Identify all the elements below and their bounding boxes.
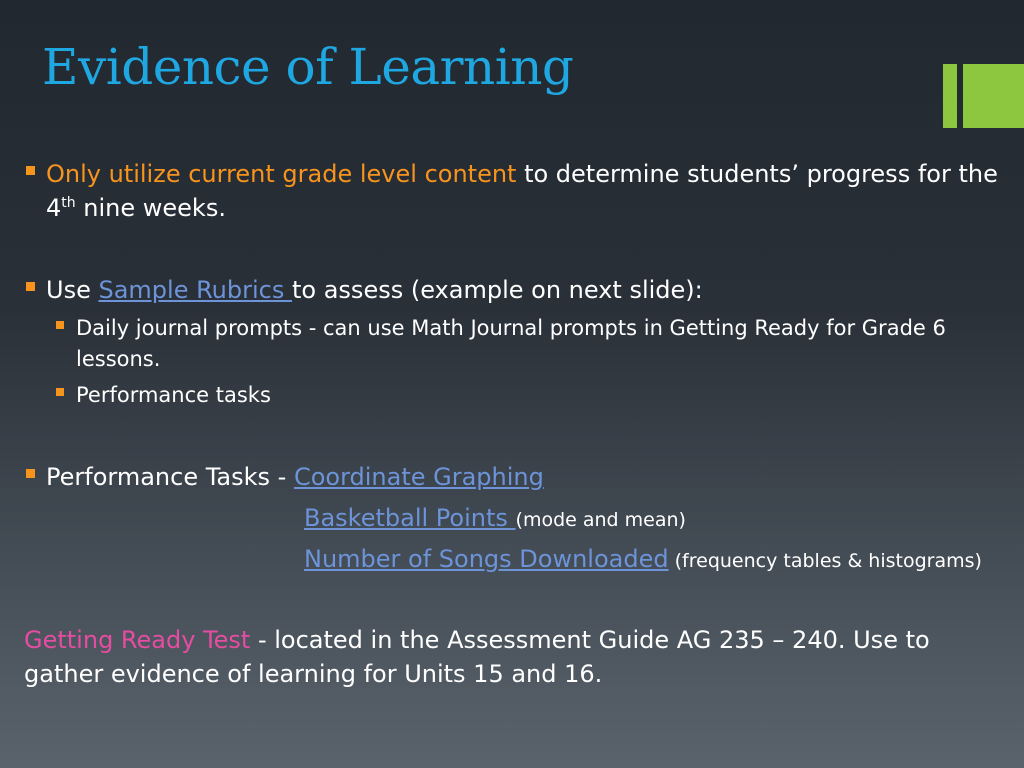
getting-ready-test-highlight: Getting Ready Test xyxy=(24,626,251,654)
sub-bullet-performance-tasks xyxy=(56,380,271,411)
getting-ready-line2: gather evidence of learning for Units 15 and 16. xyxy=(24,660,603,688)
slide-title: Evidence of Learning xyxy=(42,38,574,96)
bullet-sample-rubrics xyxy=(26,273,703,307)
bullet1-line2: nine weeks. xyxy=(75,194,226,222)
bullet2-post: to assess (example on next slide): xyxy=(292,276,703,304)
getting-ready-line1 xyxy=(24,623,930,657)
basketball-points-link[interactable]: Basketball Points xyxy=(304,504,516,532)
highlight-grade-level: Only utilize current grade level content xyxy=(46,160,517,188)
coordinate-graphing-link[interactable]: Coordinate Graphing xyxy=(293,463,544,491)
square-bullet-icon xyxy=(56,321,64,329)
performance-tasks-text: Performance tasks xyxy=(76,383,271,407)
getting-ready-line1-text: - located in the Assessment Guide AG 235 – 240. Use to xyxy=(250,626,930,654)
journal-prompts-line2: lessons. xyxy=(76,347,161,371)
bullet2-pre: Use xyxy=(46,276,99,304)
songs-downloaded-link[interactable]: Number of Songs Downloaded xyxy=(304,545,669,573)
songs-downloaded-note: (frequency tables & histograms) xyxy=(668,550,982,572)
bullet1-ordinal: 4 xyxy=(46,194,62,222)
bullet-grade-level xyxy=(26,157,998,225)
square-bullet-icon xyxy=(56,388,64,396)
bullet-performance-tasks xyxy=(26,460,544,494)
bullet1-text: to determine students’ progress for the xyxy=(516,160,998,188)
sub-bullet-journal-prompts xyxy=(56,313,946,375)
accent-bar-wide xyxy=(963,64,1024,128)
square-bullet-icon xyxy=(26,469,35,478)
performance-tasks-label: Performance Tasks - xyxy=(46,463,294,491)
sample-rubrics-link[interactable]: Sample Rubrics xyxy=(98,276,292,304)
square-bullet-icon xyxy=(26,166,35,175)
accent-bar-thin xyxy=(943,64,957,128)
journal-prompts-line1: Daily journal prompts - can use Math Journal prompts in Getting Ready for Grade 6 xyxy=(76,316,946,340)
basketball-points-line xyxy=(304,501,686,537)
songs-downloaded-line xyxy=(304,542,982,578)
bullet1-ordinal-suffix: th xyxy=(61,195,76,211)
square-bullet-icon xyxy=(26,282,35,291)
basketball-points-note: (mode and mean) xyxy=(515,509,686,531)
